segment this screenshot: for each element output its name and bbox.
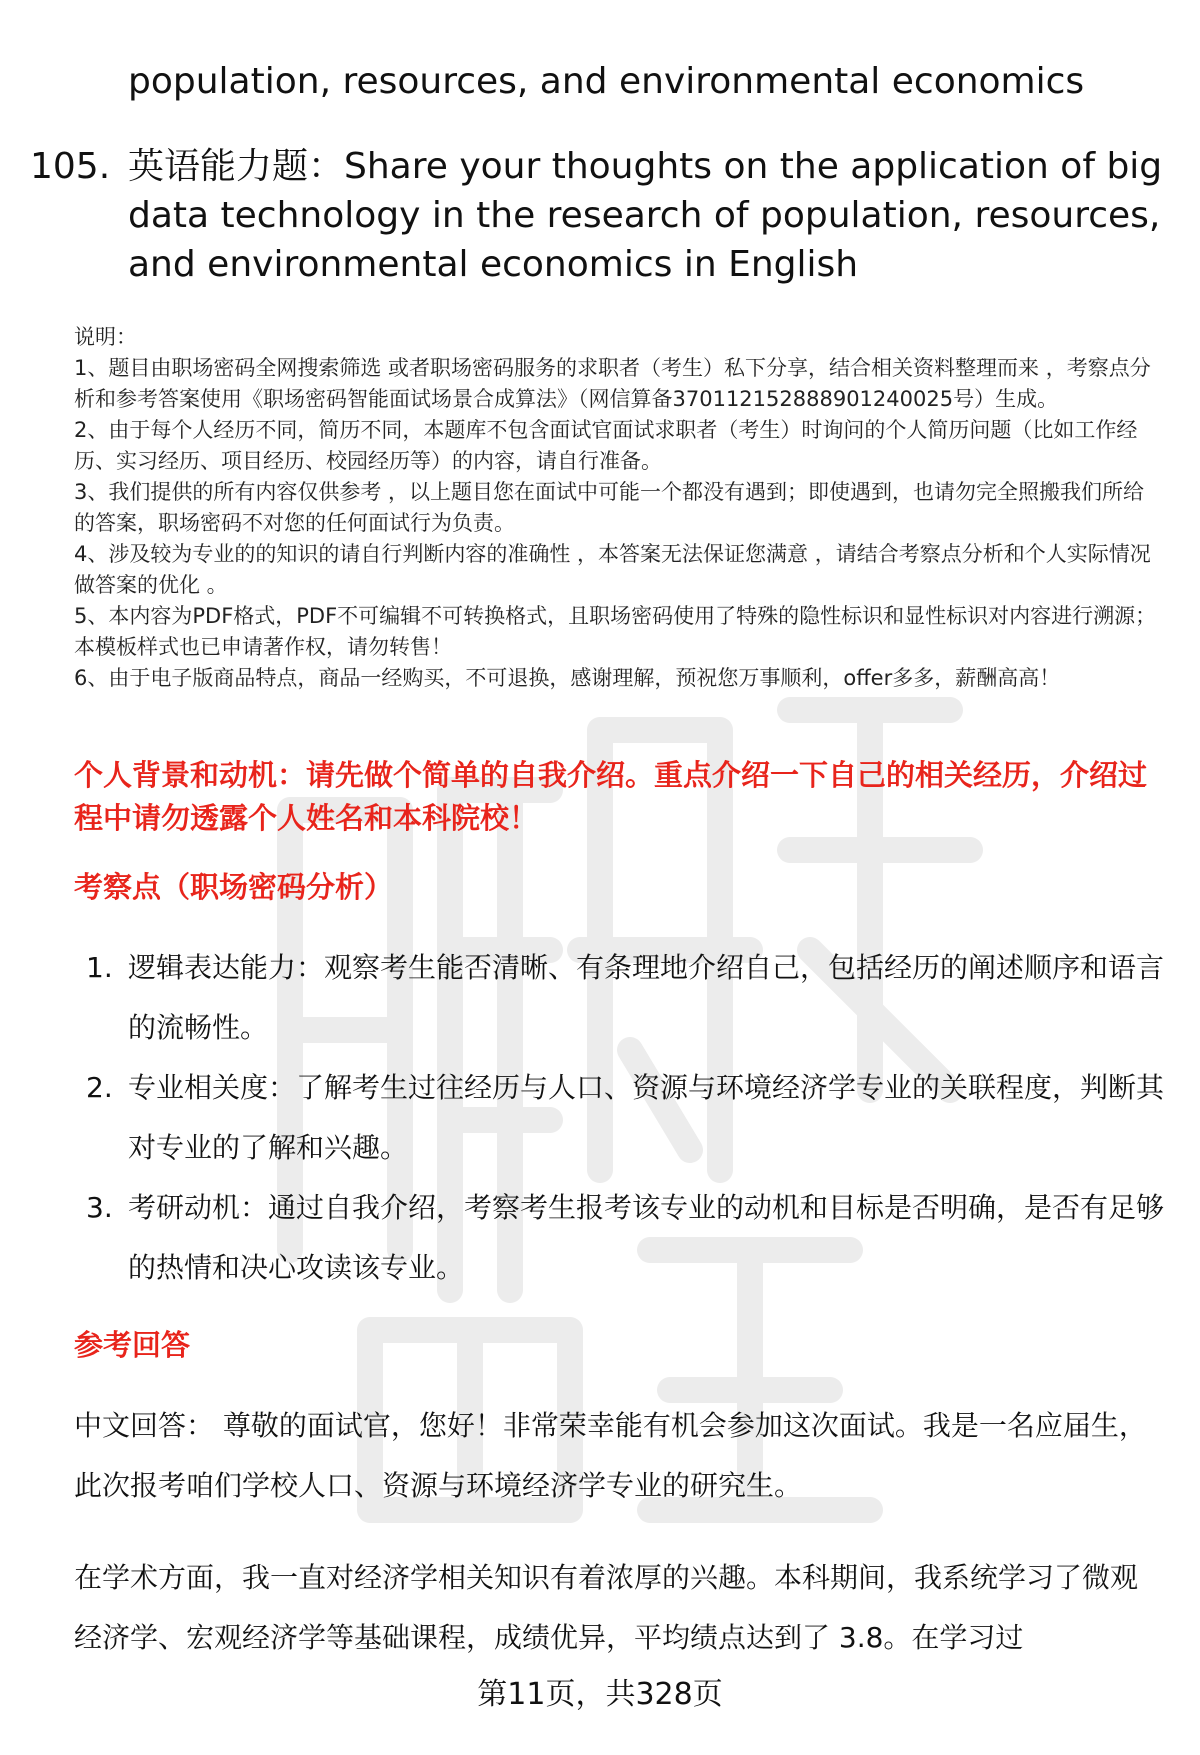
analysis-item-text: 专业相关度：了解考生过往经历与人口、资源与环境经济学专业的关联程度，判断其对专业的了解和兴趣。	[128, 1071, 1165, 1164]
analysis-heading: 考察点（职场密码分析）	[74, 870, 394, 904]
analysis-item-number: 3.	[86, 1191, 113, 1224]
note-item: 4、涉及较为专业的的知识的请自行判断内容的准确性 ，本答案无法保证您满意 ，请结合考察点分析和个人实际情况做答案的优化 。	[74, 542, 1151, 597]
page-footer: 第11页，共328页	[477, 1677, 723, 1712]
notes-heading: 说明：	[74, 325, 137, 349]
question-continuation: population, resources, and environmental economics	[128, 61, 1085, 102]
notes-block	[74, 322, 1164, 694]
answer-heading: 参考回答	[74, 1328, 191, 1362]
analysis-list	[74, 938, 1164, 1298]
analysis-item	[74, 1178, 1164, 1298]
note-item: 5、本内容为PDF格式，PDF不可编辑不可转换格式，且职场密码使用了特殊的隐性标识和显性标识对内容进行溯源；本模板样式也已申请著作权，请勿转售！	[74, 604, 1157, 659]
answer-paragraph: 中文回答： 尊敬的面试官，您好！非常荣幸能有机会参加这次面试。我是一名应届生，此次报考咱们学校人口、资源与环境经济学专业的研究生。	[74, 1409, 1147, 1502]
note-item: 3、我们提供的所有内容仅供参考 ，以上题目您在面试中可能一个都没有遇到；即使遇到，也请勿完全照搬我们所给的答案，职场密码不对您的任何面试行为负责。	[74, 480, 1145, 535]
note-item: 1、题目由职场密码全网搜索筛选 或者职场密码服务的求职者（考生）私下分享，结合相关资料整理而来 ，考察点分析和参考答案使用《职场密码智能面试场景合成算法》（网信算备370112152888901240025号）生成。	[74, 356, 1151, 411]
question-text: 英语能力题：Share your thoughts on the application of big data technology in the research of population, resources, and environmental economics in English	[128, 146, 1163, 285]
analysis-item	[74, 938, 1164, 1058]
interview-question-heading: 个人背景和动机：请先做个简单的自我介绍。重点介绍一下自己的相关经历，介绍过程中请勿透露个人姓名和本科院校！	[74, 758, 1148, 835]
note-item: 2、由于每个人经历不同，简历不同，本题库不包含面试官面试求职者（考生）时询问的个人简历问题（比如工作经历、实习经历、项目经历、校园经历等）的内容，请自行准备。	[74, 418, 1138, 473]
question-number: 105.	[30, 146, 111, 187]
analysis-item-number: 2.	[86, 1071, 113, 1104]
analysis-item-number: 1.	[86, 951, 113, 984]
analysis-item-text: 考研动机：通过自我介绍，考察考生报考该专业的动机和目标是否明确，是否有足够的热情和决心攻读该专业。	[128, 1191, 1165, 1284]
analysis-item-text: 逻辑表达能力：观察考生能否清晰、有条理地介绍自己，包括经历的阐述顺序和语言的流畅性。	[128, 951, 1165, 1044]
analysis-item	[74, 1058, 1164, 1178]
answer-paragraph: 在学术方面，我一直对经济学相关知识有着浓厚的兴趣。本科期间，我系统学习了微观经济学、宏观经济学等基础课程，成绩优异，平均绩点达到了 3.8。在学习过	[74, 1561, 1139, 1654]
note-item: 6、由于电子版商品特点，商品一经购买，不可退换，感谢理解，预祝您万事顺利，offer多多，薪酬高高！	[74, 666, 1061, 690]
